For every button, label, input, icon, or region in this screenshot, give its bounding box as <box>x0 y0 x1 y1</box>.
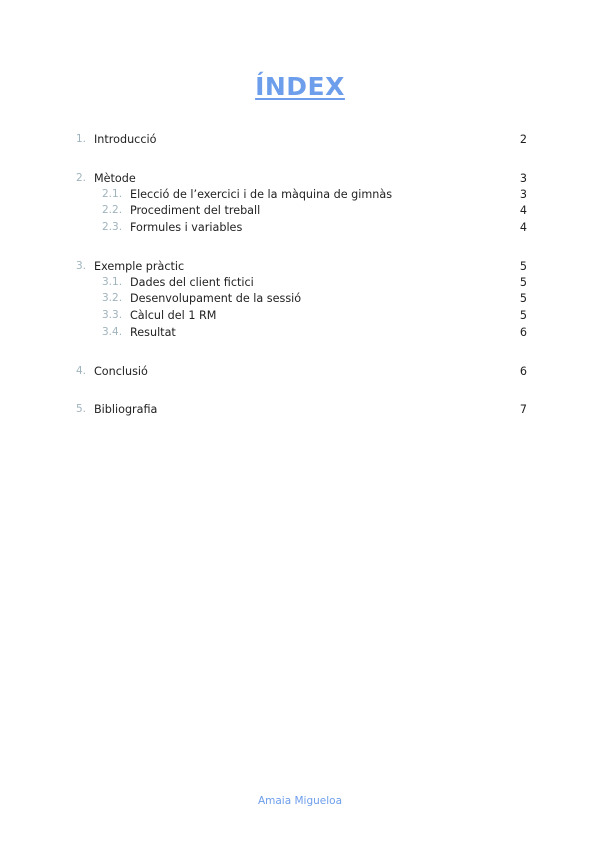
toc-entry-calcul-rm[interactable] <box>0 307 600 324</box>
toc-entry-number: 2.1. <box>102 188 123 200</box>
toc-entry-page: 6 <box>519 326 527 339</box>
toc-entry-number: 3.2. <box>102 292 123 304</box>
toc-entry-introduccio[interactable] <box>0 131 600 148</box>
toc-entry-number: 3.4. <box>102 326 123 338</box>
toc-entry-label: Elecció de l’exercici i de la màquina de gimnàs <box>130 188 393 201</box>
toc-entry-page: 3 <box>519 172 527 185</box>
toc-entry-page: 5 <box>519 260 527 273</box>
toc-entry-number: 2.3. <box>102 221 123 233</box>
toc-entry-desenvolupament[interactable] <box>0 290 600 307</box>
toc-entry-page: 4 <box>519 221 527 234</box>
toc-entry-page: 3 <box>519 188 527 201</box>
toc-entry-number: 3.1. <box>102 276 123 288</box>
footer-author: Amaia Migueloa <box>257 795 343 807</box>
toc-entry-formules[interactable] <box>0 219 600 236</box>
toc-entry-label: Conclusió <box>94 365 148 378</box>
toc-entry-label: Càlcul del 1 RM <box>130 309 217 322</box>
toc-entry-number: 5. <box>76 403 87 415</box>
toc-entry-label: Bibliografia <box>94 403 158 416</box>
toc-entry-number: 1. <box>76 133 87 145</box>
toc-entry-bibliografia[interactable] <box>0 401 600 418</box>
toc-entry-label: Dades del client fictici <box>130 276 254 289</box>
toc-entry-page: 5 <box>519 309 527 322</box>
toc-entry-page: 5 <box>519 292 527 305</box>
toc-entry-resultat[interactable] <box>0 324 600 341</box>
toc-entry-exemple-practic[interactable] <box>0 258 600 275</box>
toc-entry-number: 3. <box>76 260 87 272</box>
toc-entry-conclusio[interactable] <box>0 363 600 380</box>
toc-entry-page: 4 <box>519 204 527 217</box>
page-title: ÍNDEX <box>255 72 345 101</box>
toc-entry-eleccio-exercici[interactable] <box>0 186 600 203</box>
toc-entry-dades-client[interactable] <box>0 274 600 291</box>
toc-entry-number: 2.2. <box>102 204 123 216</box>
toc-entry-label: Mètode <box>94 172 136 185</box>
toc-entry-metode[interactable] <box>0 170 600 187</box>
toc-entry-page: 2 <box>519 133 527 146</box>
toc-entry-number: 4. <box>76 365 87 377</box>
toc-entry-page: 7 <box>519 403 527 416</box>
toc-entry-label: Formules i variables <box>130 221 243 234</box>
toc-entry-number: 2. <box>76 172 87 184</box>
toc-entry-label: Procediment del treball <box>130 204 261 217</box>
toc-entry-page: 5 <box>519 276 527 289</box>
toc-entry-page: 6 <box>519 365 527 378</box>
toc-entry-label: Resultat <box>130 326 176 339</box>
toc-entry-number: 3.3. <box>102 309 123 321</box>
toc-entry-label: Exemple pràctic <box>94 260 185 273</box>
toc-entry-label: Introducció <box>94 133 157 146</box>
toc-entry-label: Desenvolupament de la sessió <box>130 292 302 305</box>
toc-entry-procediment[interactable] <box>0 202 600 219</box>
